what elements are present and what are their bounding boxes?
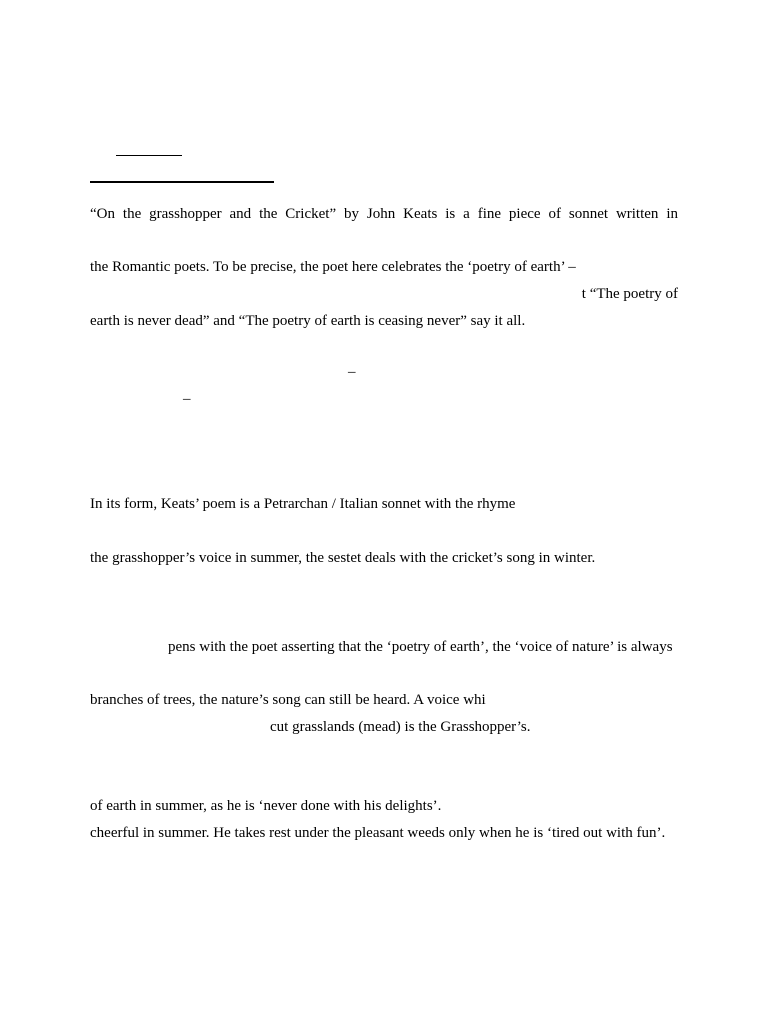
text-line-7: pens with the poet asserting that the ‘poetry of earth’, the ‘voice of nature’ is always bbox=[168, 639, 673, 655]
text-line-10: of earth in summer, as he is ‘never done with his delights’. bbox=[90, 798, 442, 814]
text-line-11: cheerful in summer. He takes rest under the pleasant weeds only when he is ‘tired out with fun’. bbox=[90, 825, 666, 841]
text-line-3: t “The poetry of bbox=[581, 286, 678, 302]
short-underline-rule bbox=[116, 155, 182, 156]
text-line-8: branches of trees, the nature’s song can still be heard. A voice whi bbox=[90, 692, 486, 708]
text-line-6: the grasshopper’s voice in summer, the sestet deals with the cricket’s song in winter. bbox=[90, 550, 596, 566]
title-underline-rule bbox=[90, 181, 274, 183]
text-line-9: cut grasslands (mead) is the Grasshopper’s. bbox=[270, 719, 531, 735]
text-line-2: the Romantic poets. To be precise, the poet here celebrates the ‘poetry of earth’ – bbox=[90, 259, 576, 275]
dash-mark-1: – bbox=[348, 364, 356, 380]
text-line-1: “On the grasshopper and the Cricket” by John Keats is a fine piece of sonnet written in bbox=[90, 206, 678, 222]
dash-mark-2: – bbox=[183, 391, 191, 407]
text-line-5: In its form, Keats’ poem is a Petrarchan / Italian sonnet with the rhyme bbox=[90, 496, 516, 512]
text-line-4: earth is never dead” and “The poetry of earth is ceasing never” say it all. bbox=[90, 313, 526, 329]
